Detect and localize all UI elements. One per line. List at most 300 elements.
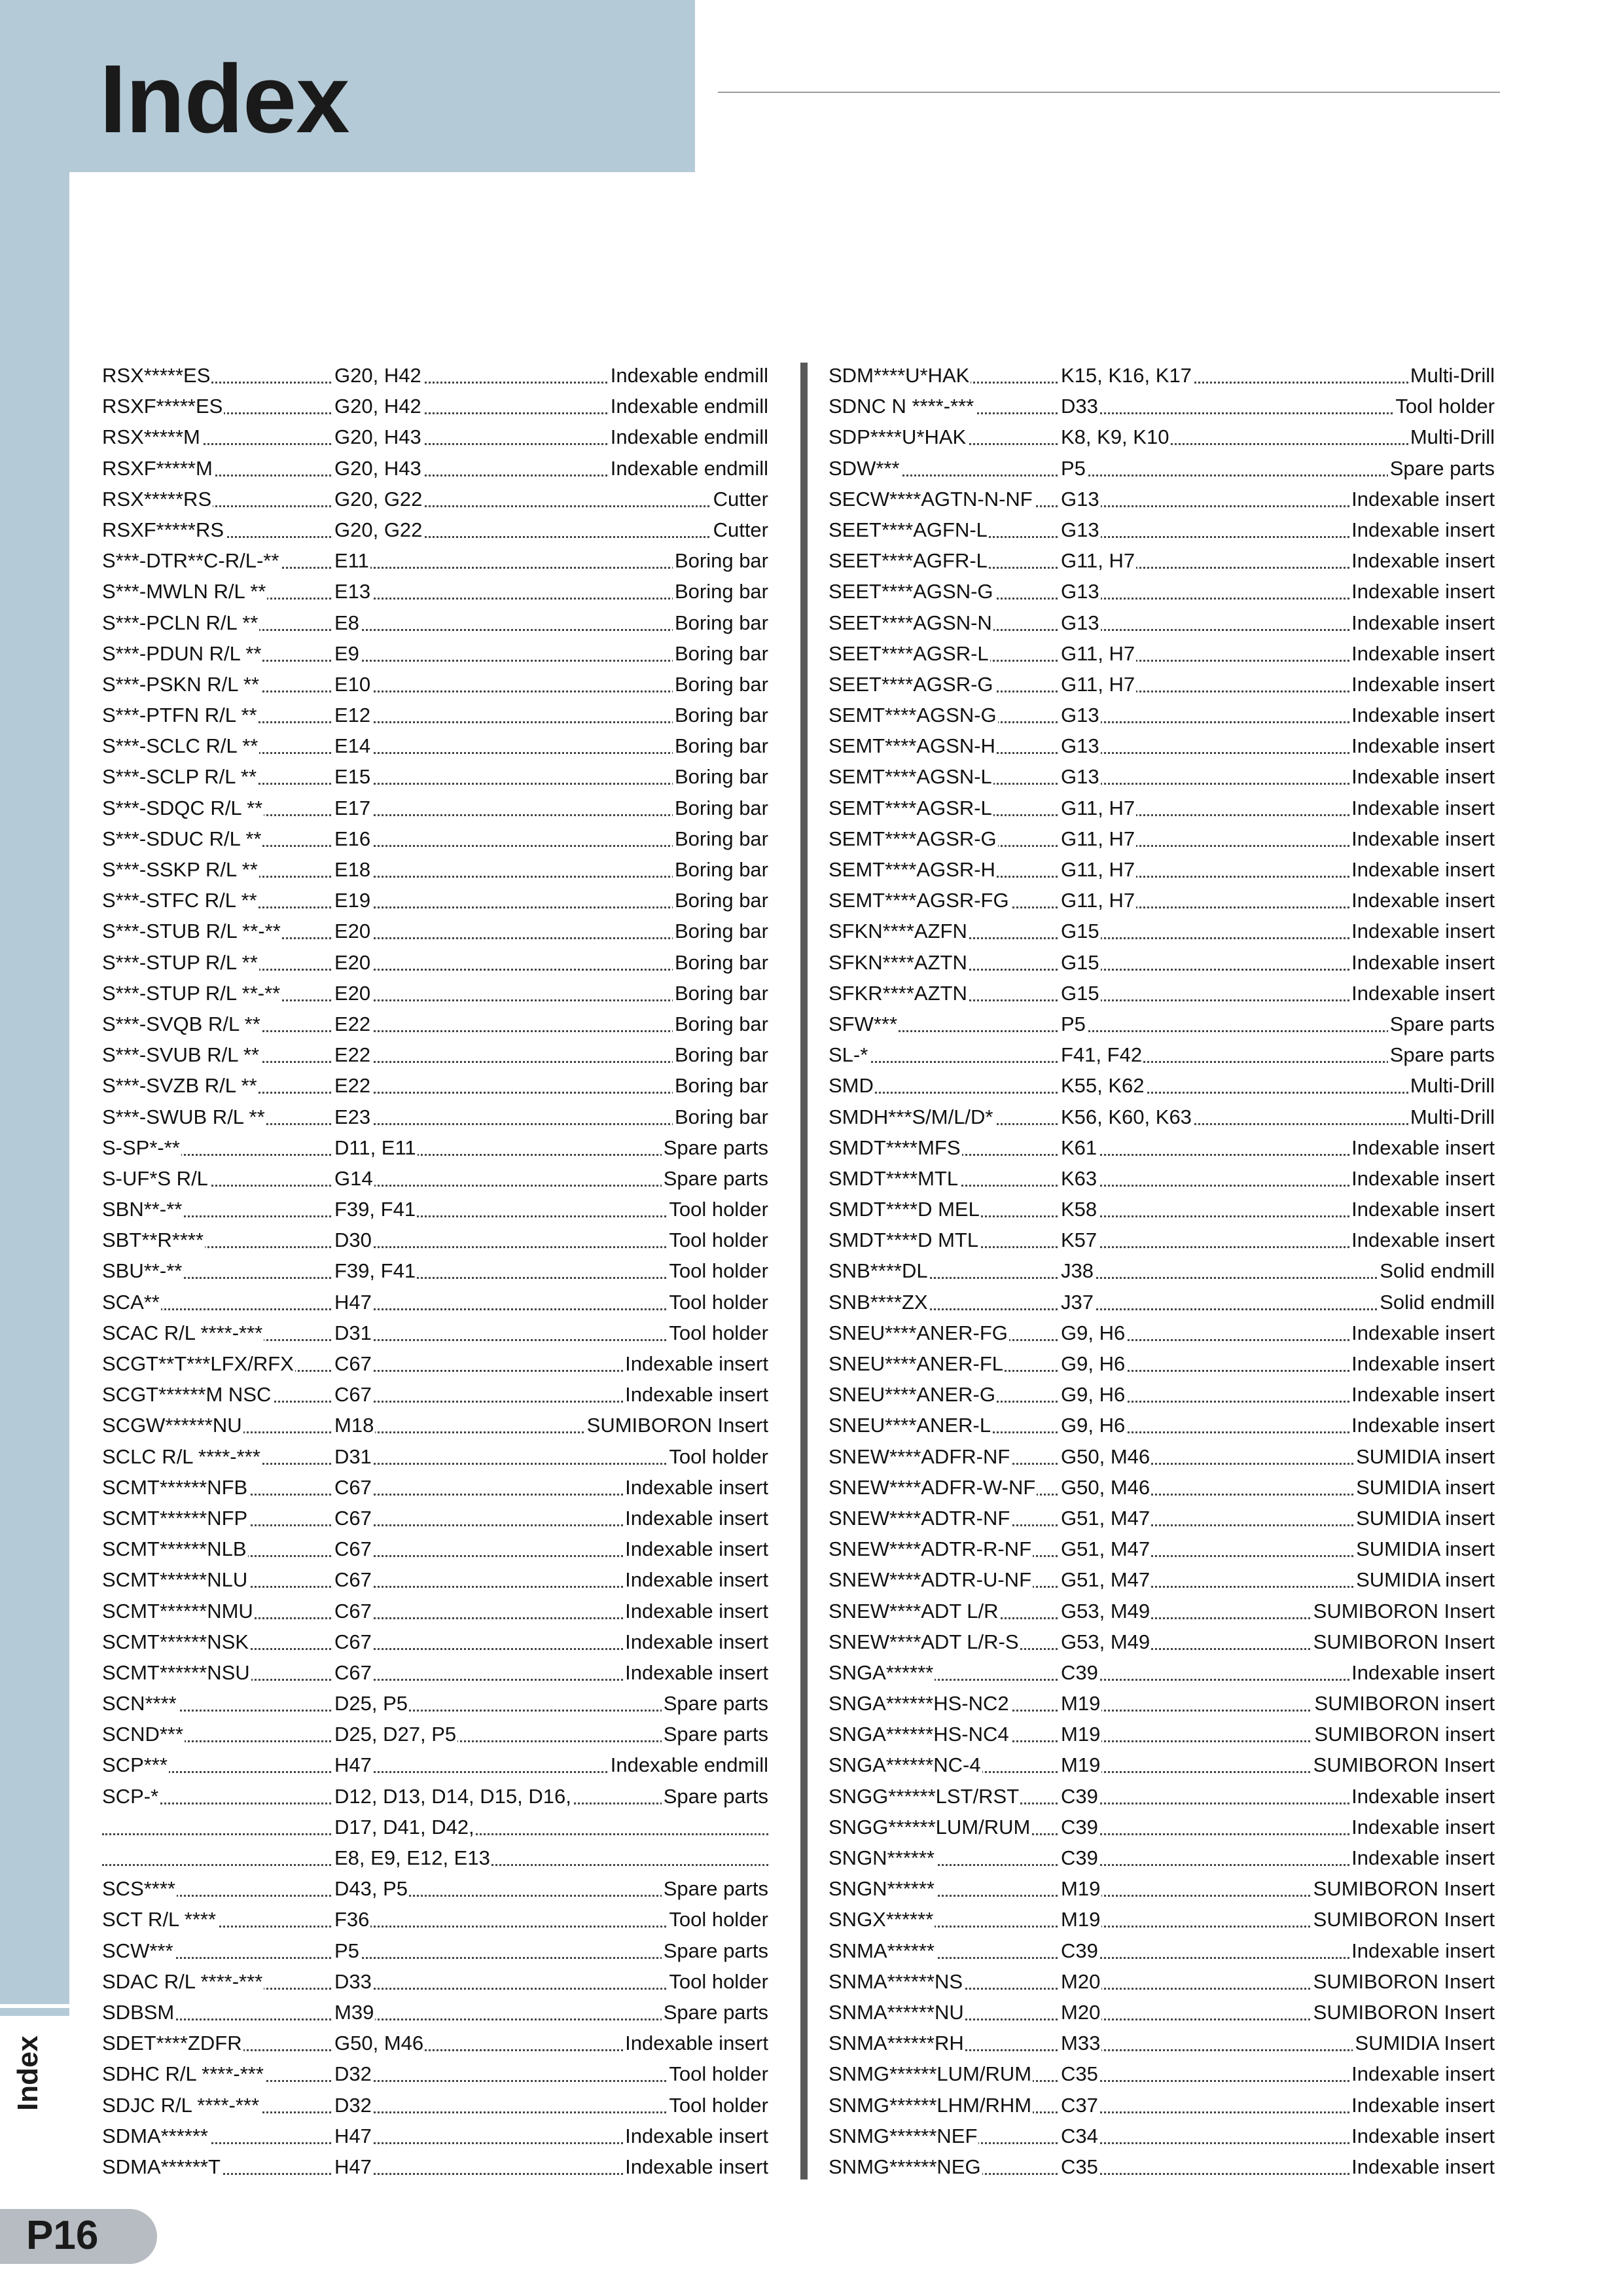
entry-category: Indexable insert bbox=[623, 1472, 768, 1503]
entry-category: Indexable insert bbox=[1349, 1657, 1495, 1688]
index-entry bbox=[829, 885, 1495, 916]
entry-pages[interactable]: D32 bbox=[334, 2058, 373, 2089]
entry-category: Indexable insert bbox=[1349, 1379, 1495, 1410]
entry-pages[interactable]: D31 bbox=[334, 1318, 373, 1348]
sidebar-tab-label[interactable]: Index bbox=[12, 2036, 44, 2111]
entry-category: Boring bar bbox=[673, 823, 768, 854]
entry-category: Indexable insert bbox=[1349, 1225, 1495, 1255]
entry-pages[interactable]: C67 bbox=[334, 1503, 373, 1534]
entry-code: SEMT****AGSR-FG bbox=[829, 885, 1010, 916]
entry-pages[interactable]: E8 bbox=[334, 607, 361, 638]
index-entry bbox=[102, 916, 768, 946]
entry-pages[interactable]: G50, M46 bbox=[1061, 1441, 1151, 1472]
entry-category: Boring bar bbox=[673, 978, 768, 1009]
index-entry bbox=[829, 1039, 1495, 1070]
index-entry bbox=[829, 1873, 1495, 1904]
index-entry bbox=[102, 793, 768, 823]
entry-pages[interactable]: C67 bbox=[334, 1626, 373, 1657]
entry-code: S***-PDUN R/L ** bbox=[102, 638, 262, 669]
index-entry bbox=[102, 1009, 768, 1039]
index-entry bbox=[829, 700, 1495, 730]
index-entry bbox=[829, 1997, 1495, 2028]
entry-category: SUMIBORON insert bbox=[1312, 1719, 1495, 1749]
entry-pages[interactable]: E11 bbox=[334, 545, 370, 576]
entry-pages[interactable]: P5 bbox=[1061, 1009, 1087, 1039]
entry-code: SNEW****ADTR-U-NF bbox=[829, 1564, 1033, 1595]
entry-category: Indexable endmill bbox=[609, 360, 768, 391]
entry-pages[interactable]: D25, P5 bbox=[334, 1688, 409, 1719]
entry-category: Indexable insert bbox=[1349, 1410, 1495, 1441]
entry-code: SCMT******NFB bbox=[102, 1472, 249, 1503]
entry-category: Spare parts bbox=[1388, 1009, 1495, 1039]
entry-pages[interactable]: G53, M49 bbox=[1061, 1596, 1151, 1626]
page-number: P16 bbox=[26, 2213, 99, 2258]
entry-pages[interactable]: H47 bbox=[334, 2151, 373, 2182]
entry-code: S***-PCLN R/L ** bbox=[102, 607, 259, 638]
entry-pages[interactable]: G13 bbox=[1061, 607, 1101, 638]
index-entry bbox=[102, 2028, 768, 2058]
entry-category: SUMIBORON Insert bbox=[585, 1410, 768, 1441]
index-entry bbox=[829, 576, 1495, 607]
index-entry bbox=[102, 391, 768, 422]
index-entry bbox=[102, 761, 768, 792]
entry-code: S-UF*S R/L bbox=[102, 1163, 209, 1194]
entry-pages[interactable]: G20, H42 bbox=[334, 360, 423, 391]
index-entry bbox=[102, 1070, 768, 1101]
entry-pages[interactable]: G51, M47 bbox=[1061, 1564, 1151, 1595]
index-entry bbox=[102, 730, 768, 761]
entry-pages[interactable]: D33 bbox=[1061, 391, 1099, 422]
entry-pages[interactable]: G20, H43 bbox=[334, 422, 423, 452]
entry-code: S***-SVZB R/L ** bbox=[102, 1070, 259, 1101]
entry-pages[interactable]: K63 bbox=[1061, 1163, 1098, 1194]
entry-code: SNEU****ANER-G bbox=[829, 1379, 997, 1410]
page-title: Index bbox=[99, 45, 349, 153]
entry-code: SDW*** bbox=[829, 453, 901, 484]
index-entry bbox=[829, 1379, 1495, 1410]
entry-code: SEET****AGFR-L bbox=[829, 545, 989, 576]
entry-pages[interactable]: K55, K62 bbox=[1061, 1070, 1146, 1101]
entry-category: Boring bar bbox=[673, 638, 768, 669]
entry-pages[interactable]: J37 bbox=[1061, 1287, 1095, 1318]
index-entry bbox=[102, 1503, 768, 1534]
index-entry bbox=[102, 1657, 768, 1688]
entry-pages[interactable]: E18 bbox=[334, 854, 372, 885]
entry-pages[interactable]: F39, F41 bbox=[334, 1255, 417, 1286]
entry-pages[interactable]: C39 bbox=[1061, 1781, 1099, 1812]
entry-pages[interactable]: D31 bbox=[334, 1441, 373, 1472]
index-entry bbox=[102, 1039, 768, 1070]
entry-pages[interactable]: F41, F42 bbox=[1061, 1039, 1143, 1070]
entry-pages[interactable]: F39, F41 bbox=[334, 1194, 417, 1225]
entry-category: Spare parts bbox=[662, 1132, 768, 1163]
entry-category: Boring bar bbox=[673, 607, 768, 638]
entry-pages[interactable]: M39 bbox=[334, 1997, 375, 2028]
entry-category: Indexable insert bbox=[1349, 1781, 1495, 1812]
entry-pages[interactable]: M19 bbox=[1061, 1688, 1101, 1719]
entry-pages[interactable]: E9 bbox=[334, 638, 361, 669]
index-entry bbox=[829, 1009, 1495, 1039]
index-entry bbox=[102, 1596, 768, 1626]
entry-pages[interactable]: H47 bbox=[334, 1749, 373, 1780]
index-entry bbox=[102, 1225, 768, 1255]
entry-category: SUMIDIA insert bbox=[1354, 1441, 1495, 1472]
entry-pages[interactable]: E16 bbox=[334, 823, 372, 854]
entry-pages[interactable]: E20 bbox=[334, 916, 372, 946]
entry-category: Indexable insert bbox=[1349, 1348, 1495, 1379]
entry-category: Boring bar bbox=[673, 1039, 768, 1070]
entry-pages[interactable]: G51, M47 bbox=[1061, 1503, 1151, 1534]
entry-category: Indexable insert bbox=[1349, 545, 1495, 576]
entry-code: SNEW****ADTR-R-NF bbox=[829, 1534, 1033, 1564]
index-entry bbox=[829, 1503, 1495, 1534]
index-entry bbox=[829, 1132, 1495, 1163]
entry-pages[interactable]: C67 bbox=[334, 1534, 373, 1564]
entry-code: RSX*****ES bbox=[102, 360, 211, 391]
entry-code: SNGX****** bbox=[829, 1904, 935, 1935]
entry-pages[interactable]: G11, H7 bbox=[1061, 854, 1136, 885]
entry-code: SMDT****MTL bbox=[829, 1163, 959, 1194]
entry-pages[interactable]: E10 bbox=[334, 669, 372, 700]
entry-pages[interactable]: M19 bbox=[1061, 1719, 1101, 1749]
entry-pages[interactable]: E8, E9, E12, E13 bbox=[334, 1842, 491, 1873]
entry-pages[interactable]: C37 bbox=[1061, 2090, 1099, 2121]
entry-pages[interactable]: G11, H7 bbox=[1061, 823, 1136, 854]
entry-pages[interactable]: G9, H6 bbox=[1061, 1410, 1126, 1441]
entry-pages[interactable]: K58 bbox=[1061, 1194, 1098, 1225]
entry-pages[interactable]: C34 bbox=[1061, 2121, 1099, 2151]
entry-category: Spare parts bbox=[662, 1688, 768, 1719]
entry-category: Tool holder bbox=[667, 1441, 768, 1472]
entry-pages[interactable]: E13 bbox=[334, 576, 372, 607]
entry-code: S***-SDQC R/L ** bbox=[102, 793, 264, 823]
entry-pages[interactable]: E14 bbox=[334, 730, 372, 761]
index-entry bbox=[829, 730, 1495, 761]
entry-pages[interactable]: H47 bbox=[334, 2121, 373, 2151]
entry-pages[interactable]: C67 bbox=[334, 1472, 373, 1503]
entry-pages[interactable]: F36 bbox=[334, 1904, 370, 1935]
entry-pages[interactable]: G14 bbox=[334, 1163, 374, 1194]
index-entry bbox=[102, 1102, 768, 1132]
index-entry bbox=[829, 1719, 1495, 1749]
entry-category: Indexable insert bbox=[623, 1596, 768, 1626]
entry-code: SECW****AGTN-N-NF bbox=[829, 484, 1034, 514]
entry-code: SNEU****ANER-FG bbox=[829, 1318, 1009, 1348]
entry-code: S***-STFC R/L ** bbox=[102, 885, 259, 916]
entry-code: SNGG******LUM/RUM bbox=[829, 1812, 1031, 1842]
entry-code: SCMT******NLU bbox=[102, 1564, 249, 1595]
entry-pages[interactable]: G50, M46 bbox=[1061, 1472, 1151, 1503]
entry-pages[interactable]: G9, H6 bbox=[1061, 1379, 1126, 1410]
entry-category: Boring bar bbox=[673, 730, 768, 761]
entry-pages[interactable]: C67 bbox=[334, 1657, 373, 1688]
index-entry bbox=[829, 391, 1495, 422]
index-entry bbox=[829, 422, 1495, 452]
entry-code: SCW*** bbox=[102, 1935, 175, 1966]
entry-pages[interactable]: C67 bbox=[334, 1348, 373, 1379]
entry-pages[interactable]: G9, H6 bbox=[1061, 1318, 1126, 1348]
entry-code: SNGA******HS-NC4 bbox=[829, 1719, 1010, 1749]
entry-code: SMDH***S/M/L/D* bbox=[829, 1102, 995, 1132]
entry-code: SMDT****D MEL bbox=[829, 1194, 981, 1225]
index-entry bbox=[829, 1410, 1495, 1441]
entry-pages[interactable]: C35 bbox=[1061, 2151, 1099, 2182]
index-entry bbox=[829, 1348, 1495, 1379]
entry-category: Multi-Drill bbox=[1408, 1070, 1495, 1101]
entry-pages[interactable]: G15 bbox=[1061, 978, 1101, 1009]
entry-pages[interactable]: E20 bbox=[334, 947, 372, 978]
entry-pages[interactable]: G53, M49 bbox=[1061, 1626, 1151, 1657]
entry-category: Boring bar bbox=[673, 1102, 768, 1132]
entry-code: SNGN****** bbox=[829, 1873, 936, 1904]
entry-pages[interactable]: M33 bbox=[1061, 2028, 1101, 2058]
entry-category: Multi-Drill bbox=[1408, 1102, 1495, 1132]
entry-category: Indexable insert bbox=[1349, 2151, 1495, 2182]
entry-pages[interactable]: G13 bbox=[1061, 761, 1101, 792]
entry-category: Indexable insert bbox=[1349, 1842, 1495, 1873]
index-entry bbox=[829, 1626, 1495, 1657]
entry-category: SUMIBORON Insert bbox=[1311, 1966, 1495, 1997]
entry-category: SUMIDIA insert bbox=[1354, 1564, 1495, 1595]
entry-pages[interactable]: C35 bbox=[1061, 2058, 1099, 2089]
entry-pages[interactable]: G11, H7 bbox=[1061, 638, 1136, 669]
entry-code: SNGA******HS-NC2 bbox=[829, 1688, 1010, 1719]
entry-category: Indexable insert bbox=[1349, 1318, 1495, 1348]
entry-pages[interactable]: G20, G22 bbox=[334, 514, 423, 545]
entry-category: Tool holder bbox=[667, 2058, 768, 2089]
entry-code: SCND*** bbox=[102, 1719, 185, 1749]
entry-code: SNEW****ADFR-W-NF bbox=[829, 1472, 1037, 1503]
entry-category: Solid endmill bbox=[1378, 1287, 1495, 1318]
entry-pages[interactable]: C67 bbox=[334, 1564, 373, 1595]
index-column-right bbox=[829, 360, 1495, 2182]
entry-code: S***-SVQB R/L ** bbox=[102, 1009, 262, 1039]
entry-code: S***-SVUB R/L ** bbox=[102, 1039, 260, 1070]
entry-pages[interactable]: D33 bbox=[334, 1966, 373, 1997]
index-entry bbox=[829, 978, 1495, 1009]
index-entry bbox=[102, 576, 768, 607]
entry-pages[interactable]: G20, H43 bbox=[334, 453, 423, 484]
entry-pages[interactable]: M18 bbox=[334, 1410, 375, 1441]
entry-code: SCLC R/L ****-*** bbox=[102, 1441, 262, 1472]
entry-category: Boring bar bbox=[673, 700, 768, 730]
index-entry bbox=[829, 484, 1495, 514]
entry-pages[interactable]: D32 bbox=[334, 2090, 373, 2121]
entry-category: Multi-Drill bbox=[1408, 422, 1495, 452]
index-entry bbox=[829, 1564, 1495, 1595]
entry-pages[interactable]: G13 bbox=[1061, 576, 1101, 607]
entry-pages[interactable]: M20 bbox=[1061, 1966, 1101, 1997]
entry-pages[interactable]: E12 bbox=[334, 700, 372, 730]
entry-category: Indexable insert bbox=[623, 1534, 768, 1564]
entry-category: Indexable insert bbox=[623, 2028, 768, 2058]
content-corner bbox=[69, 172, 96, 198]
entry-pages[interactable]: M20 bbox=[1061, 1997, 1101, 2028]
index-entry bbox=[829, 638, 1495, 669]
index-entry bbox=[829, 1812, 1495, 1842]
entry-category: Indexable insert bbox=[1349, 669, 1495, 700]
entry-pages[interactable]: C67 bbox=[334, 1379, 373, 1410]
entry-pages[interactable]: D25, D27, P5 bbox=[334, 1719, 457, 1749]
entry-code: SEET****AGSN-N bbox=[829, 607, 993, 638]
entry-category: Indexable insert bbox=[623, 2121, 768, 2151]
entry-code: SDJC R/L ****-*** bbox=[102, 2090, 260, 2121]
entry-pages[interactable]: D11, E11 bbox=[334, 1132, 418, 1163]
index-entry bbox=[102, 1379, 768, 1410]
entry-code: SFW*** bbox=[829, 1009, 899, 1039]
entry-pages[interactable]: D30 bbox=[334, 1225, 373, 1255]
entry-category: Spare parts bbox=[1388, 453, 1495, 484]
entry-category: Indexable insert bbox=[1349, 916, 1495, 946]
index-entry bbox=[829, 854, 1495, 885]
entry-pages[interactable]: C39 bbox=[1061, 1935, 1099, 1966]
entry-code: SCA** bbox=[102, 1287, 161, 1318]
index-entry bbox=[829, 1194, 1495, 1225]
entry-category: Boring bar bbox=[673, 885, 768, 916]
entry-code: SDHC R/L ****-*** bbox=[102, 2058, 265, 2089]
entry-pages[interactable]: G13 bbox=[1061, 514, 1101, 545]
entry-code: SNEW****ADT L/R-S bbox=[829, 1626, 1020, 1657]
index-entry bbox=[102, 1163, 768, 1194]
entry-pages[interactable]: G11, H7 bbox=[1061, 545, 1136, 576]
entry-pages[interactable]: K15, K16, K17 bbox=[1061, 360, 1193, 391]
entry-pages[interactable]: E23 bbox=[334, 1102, 372, 1132]
entry-code: SNEU****ANER-FL bbox=[829, 1348, 1005, 1379]
index-entry bbox=[102, 1842, 768, 1873]
index-entry bbox=[829, 1225, 1495, 1255]
index-entry bbox=[829, 514, 1495, 545]
entry-code: SNMG******NEF bbox=[829, 2121, 978, 2151]
index-entry bbox=[102, 1194, 768, 1225]
index-entry bbox=[102, 1997, 768, 2028]
entry-pages[interactable]: E22 bbox=[334, 1070, 372, 1101]
index-entry bbox=[829, 2151, 1495, 2182]
index-entry bbox=[829, 761, 1495, 792]
index-entry bbox=[829, 823, 1495, 854]
entry-pages[interactable]: G13 bbox=[1061, 700, 1101, 730]
entry-pages[interactable]: H47 bbox=[334, 1287, 373, 1318]
index-entry bbox=[102, 1904, 768, 1935]
entry-category: Boring bar bbox=[673, 1070, 768, 1101]
index-entry bbox=[102, 700, 768, 730]
entry-pages[interactable]: E19 bbox=[334, 885, 372, 916]
entry-code: SCP-* bbox=[102, 1781, 160, 1812]
entry-code: SNMA****** bbox=[829, 1935, 936, 1966]
entry-code: SNGG******LST/RST bbox=[829, 1781, 1020, 1812]
entry-code: SEET****AGSN-G bbox=[829, 576, 995, 607]
entry-category: Indexable insert bbox=[623, 1626, 768, 1657]
entry-pages[interactable]: G11, H7 bbox=[1061, 885, 1136, 916]
entry-pages[interactable]: D43, P5 bbox=[334, 1873, 409, 1904]
index-entry bbox=[829, 1596, 1495, 1626]
entry-code: SCMT******NSK bbox=[102, 1626, 250, 1657]
entry-code: RSXF*****M bbox=[102, 453, 214, 484]
entry-pages[interactable]: C39 bbox=[1061, 1842, 1099, 1873]
entry-pages[interactable]: G20, H42 bbox=[334, 391, 423, 422]
entry-pages[interactable]: G9, H6 bbox=[1061, 1348, 1126, 1379]
index-entry bbox=[102, 1255, 768, 1286]
entry-pages[interactable]: G15 bbox=[1061, 916, 1101, 946]
entry-pages[interactable]: G13 bbox=[1061, 730, 1101, 761]
entry-pages[interactable]: E22 bbox=[334, 1009, 372, 1039]
entry-category: Tool holder bbox=[667, 1225, 768, 1255]
entry-code: SNMA******NS bbox=[829, 1966, 964, 1997]
entry-pages[interactable]: M19 bbox=[1061, 1904, 1101, 1935]
entry-category: Indexable insert bbox=[1349, 638, 1495, 669]
entry-category: Indexable insert bbox=[1349, 1812, 1495, 1842]
entry-category: Tool holder bbox=[667, 1255, 768, 1286]
entry-pages[interactable]: G51, M47 bbox=[1061, 1534, 1151, 1564]
entry-pages[interactable]: G20, G22 bbox=[334, 484, 423, 514]
entry-category: SUMIDIA insert bbox=[1354, 1472, 1495, 1503]
entry-pages[interactable]: M19 bbox=[1061, 1749, 1101, 1780]
index-entry bbox=[829, 1070, 1495, 1101]
index-entry bbox=[102, 360, 768, 391]
entry-pages[interactable]: D12, D13, D14, D15, D16, bbox=[334, 1781, 573, 1812]
entry-pages[interactable]: C39 bbox=[1061, 1812, 1099, 1842]
entry-code: S***-STUP R/L ** bbox=[102, 947, 259, 978]
entry-pages[interactable]: M19 bbox=[1061, 1873, 1101, 1904]
entry-code: SFKN****AZFN bbox=[829, 916, 969, 946]
entry-pages[interactable]: E17 bbox=[334, 793, 372, 823]
index-entry bbox=[102, 1472, 768, 1503]
entry-pages[interactable]: G11, H7 bbox=[1061, 793, 1136, 823]
entry-category: SUMIBORON Insert bbox=[1311, 1626, 1495, 1657]
index-entry bbox=[829, 1163, 1495, 1194]
entry-pages[interactable]: G15 bbox=[1061, 947, 1101, 978]
entry-pages[interactable]: P5 bbox=[1061, 453, 1087, 484]
entry-pages[interactable]: J38 bbox=[1061, 1255, 1095, 1286]
entry-category: Indexable insert bbox=[1349, 2090, 1495, 2121]
entry-category: SUMIBORON Insert bbox=[1311, 1997, 1495, 2028]
entry-pages[interactable]: G13 bbox=[1061, 484, 1101, 514]
index-entry bbox=[829, 947, 1495, 978]
entry-pages[interactable]: E22 bbox=[334, 1039, 372, 1070]
entry-pages[interactable]: D17, D41, D42, bbox=[334, 1812, 476, 1842]
entry-pages[interactable]: C39 bbox=[1061, 1657, 1099, 1688]
entry-category: Boring bar bbox=[673, 669, 768, 700]
entry-pages[interactable]: K8, K9, K10 bbox=[1061, 422, 1170, 452]
entry-pages[interactable]: K57 bbox=[1061, 1225, 1098, 1255]
entry-pages[interactable]: E20 bbox=[334, 978, 372, 1009]
index-entry bbox=[829, 916, 1495, 946]
entry-category: Indexable insert bbox=[1349, 576, 1495, 607]
index-entry bbox=[829, 669, 1495, 700]
entry-category: Boring bar bbox=[673, 1009, 768, 1039]
entry-code: RSXF*****RS bbox=[102, 514, 225, 545]
entry-pages[interactable]: P5 bbox=[334, 1935, 361, 1966]
index-entry bbox=[102, 823, 768, 854]
entry-category: SUMIBORON Insert bbox=[1311, 1596, 1495, 1626]
entry-category: Spare parts bbox=[662, 1935, 768, 1966]
entry-pages[interactable]: C67 bbox=[334, 1596, 373, 1626]
entry-pages[interactable]: K56, K60, K63 bbox=[1061, 1102, 1193, 1132]
index-entry bbox=[829, 1966, 1495, 1997]
entry-category: Indexable insert bbox=[1349, 2058, 1495, 2089]
entry-pages[interactable]: K61 bbox=[1061, 1132, 1098, 1163]
entry-category: Indexable insert bbox=[1349, 607, 1495, 638]
entry-code: SNMA******RH bbox=[829, 2028, 965, 2058]
index-entry bbox=[102, 1688, 768, 1719]
index-entry bbox=[102, 1348, 768, 1379]
entry-pages[interactable]: G50, M46 bbox=[334, 2028, 425, 2058]
entry-code: SNEW****ADTR-NF bbox=[829, 1503, 1011, 1534]
entry-category: Indexable insert bbox=[623, 1379, 768, 1410]
entry-pages[interactable]: E15 bbox=[334, 761, 372, 792]
entry-code: S***-MWLN R/L ** bbox=[102, 576, 267, 607]
entry-code: SDNC N ****-*** bbox=[829, 391, 975, 422]
entry-pages[interactable]: G11, H7 bbox=[1061, 669, 1136, 700]
